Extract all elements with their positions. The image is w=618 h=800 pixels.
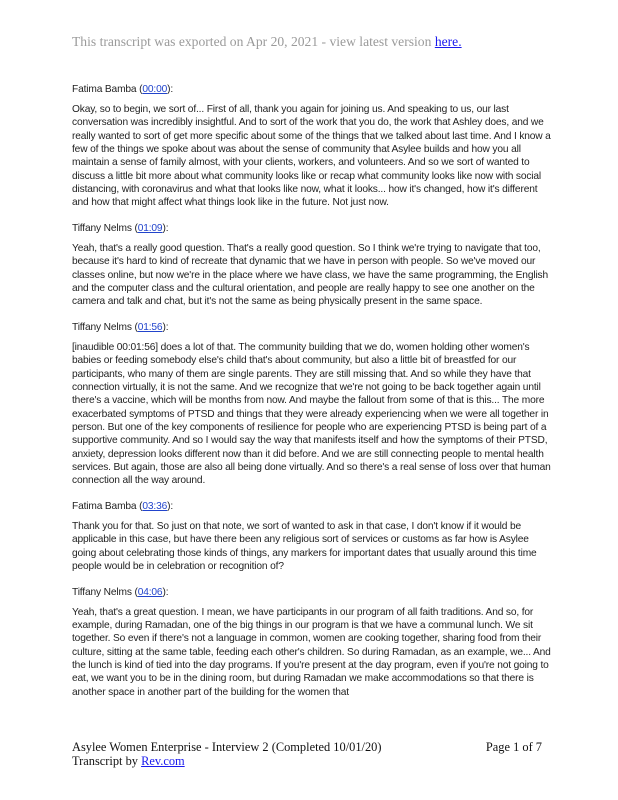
speech-text: [inaudible 00:01:56] does a lot of that. The community building that we do, women holding other women's babies or feeding somebody else's child that's about community, but also a little bit of breastfed for our participants, who many of them are single parents. They are still missing that. And so while they have that connection virtually, it is not the same. And we recognize that we're not going to be back together again until there's a vaccine, which will be months from now. And maybe the fallout from some of that is this... The more exacerbated symptoms of PTSD and things that they were already experiencing when we were all together in person. But one of the key components of resilience for people who are experiencing PTSD is being part of a supportive community. And so I would say the way that manifests itself and how the symptoms of their PTSD, anxiety, depression looks different now than it did before. And we are still connecting people to mental health services. But again, those are also all being done virtually. And so there's a real sense of loss over that human connection all the way around.	[72, 342, 551, 487]
transcript-entry	[72, 83, 552, 209]
timestamp-link[interactable]: 01:56	[137, 322, 163, 334]
timestamp-link[interactable]: 01:09	[137, 222, 163, 234]
speaker-name: Fatima Bamba	[72, 500, 137, 512]
speaker-line: Tiffany Nelms (01:56):	[72, 322, 169, 334]
footer-title: Asylee Women Enterprise - Interview 2 (Completed 10/01/20)	[72, 740, 382, 754]
transcript-entry	[72, 586, 552, 699]
speaker-name: Tiffany Nelms	[72, 222, 132, 234]
latest-version-link[interactable]: here.	[434, 34, 462, 49]
page-footer	[72, 740, 542, 768]
transcript-entry	[72, 321, 552, 487]
timestamp-link[interactable]: 03:36	[142, 500, 168, 512]
speech-text: Okay, so to begin, we sort of... First of all, thank you again for joining us. And speaking to us, our last conversation was incredibly insightful. And to sort of the work that you do, the work that Ashley does, and we really wanted to sort of get more specific about some of the things that we talked about last time. And I know a few of the things we spoke about was about the sense of community that Asylee builds and how you all maintain a sense of family almost, with your clients, workers, and volunteers. And so we sort of wanted to discuss a little bit more about what community looks like or recap what community looks like now with social distancing, with coronavirus and what that looks like now, what it looks... how it's changed, how it's different and how that might affect what things look like in the future. Not just now.	[72, 104, 551, 209]
page-number: Page 1 of 7	[485, 740, 542, 754]
speech-text: Yeah, that's a really good question. That's a really good question. So I think we're trying to navigate that too, because it's hard to kind of recreate that dynamic that we have in person with people. So we've moved our classes online, but now we're in the place where we have class, we have the same programming, the English and the computer class and the cultural orientation, and people are really happy to see one another on the camera and talk and chat, but it's not the same as being physically present in the same space.	[72, 243, 549, 308]
speaker-name: Fatima Bamba	[72, 84, 137, 95]
speaker-name: Tiffany Nelms	[72, 322, 132, 334]
transcript-entry	[72, 500, 552, 573]
speaker-line: Tiffany Nelms (01:09):	[72, 222, 169, 234]
speaker-name: Tiffany Nelms	[72, 586, 132, 598]
timestamp-link[interactable]: 00:00	[142, 84, 168, 95]
transcript-entry	[72, 222, 552, 309]
speaker-line: Tiffany Nelms (04:06):	[72, 586, 169, 598]
speaker-line: Fatima Bamba (03:36):	[72, 500, 174, 512]
speech-text: Yeah, that's a great question. I mean, we have participants in our program of all faith traditions. And so, for example, during Ramadan, one of the big things in our program is that we have a communal lunch. We sit together. So even if there's not a language in common, women are cooking together, sharing food from their culture, sitting at the same table, feeding each other's children. So during Ramadan, as an example, we... And the lunch is kind of tied into the day programs. If you're present at the day program, even if you're not going to eat, we want you to be in the dining room, but during Ramadan we make accommodations so that there is another space in another part of the building for the women that	[72, 606, 551, 698]
timestamp-link[interactable]: 04:06	[137, 586, 163, 598]
export-note-text: This transcript was exported on Apr 20, 2021 - view latest version	[72, 34, 435, 49]
footer-credit: Transcript by	[72, 754, 142, 768]
export-note	[72, 34, 462, 50]
transcript-body	[72, 83, 552, 711]
rev-link[interactable]: Rev.com	[141, 754, 185, 768]
speaker-line: Fatima Bamba (00:00):	[72, 84, 174, 95]
speech-text: Thank you for that. So just on that note, we sort of wanted to ask in that case, I don't know if it would be applicable in this case, but have there been any religious sort of services or customs as far how is Asylee going about celebrating those kinds of things, any markers for important dates that usually around this time people would be in celebration or recognition of?	[72, 521, 537, 572]
